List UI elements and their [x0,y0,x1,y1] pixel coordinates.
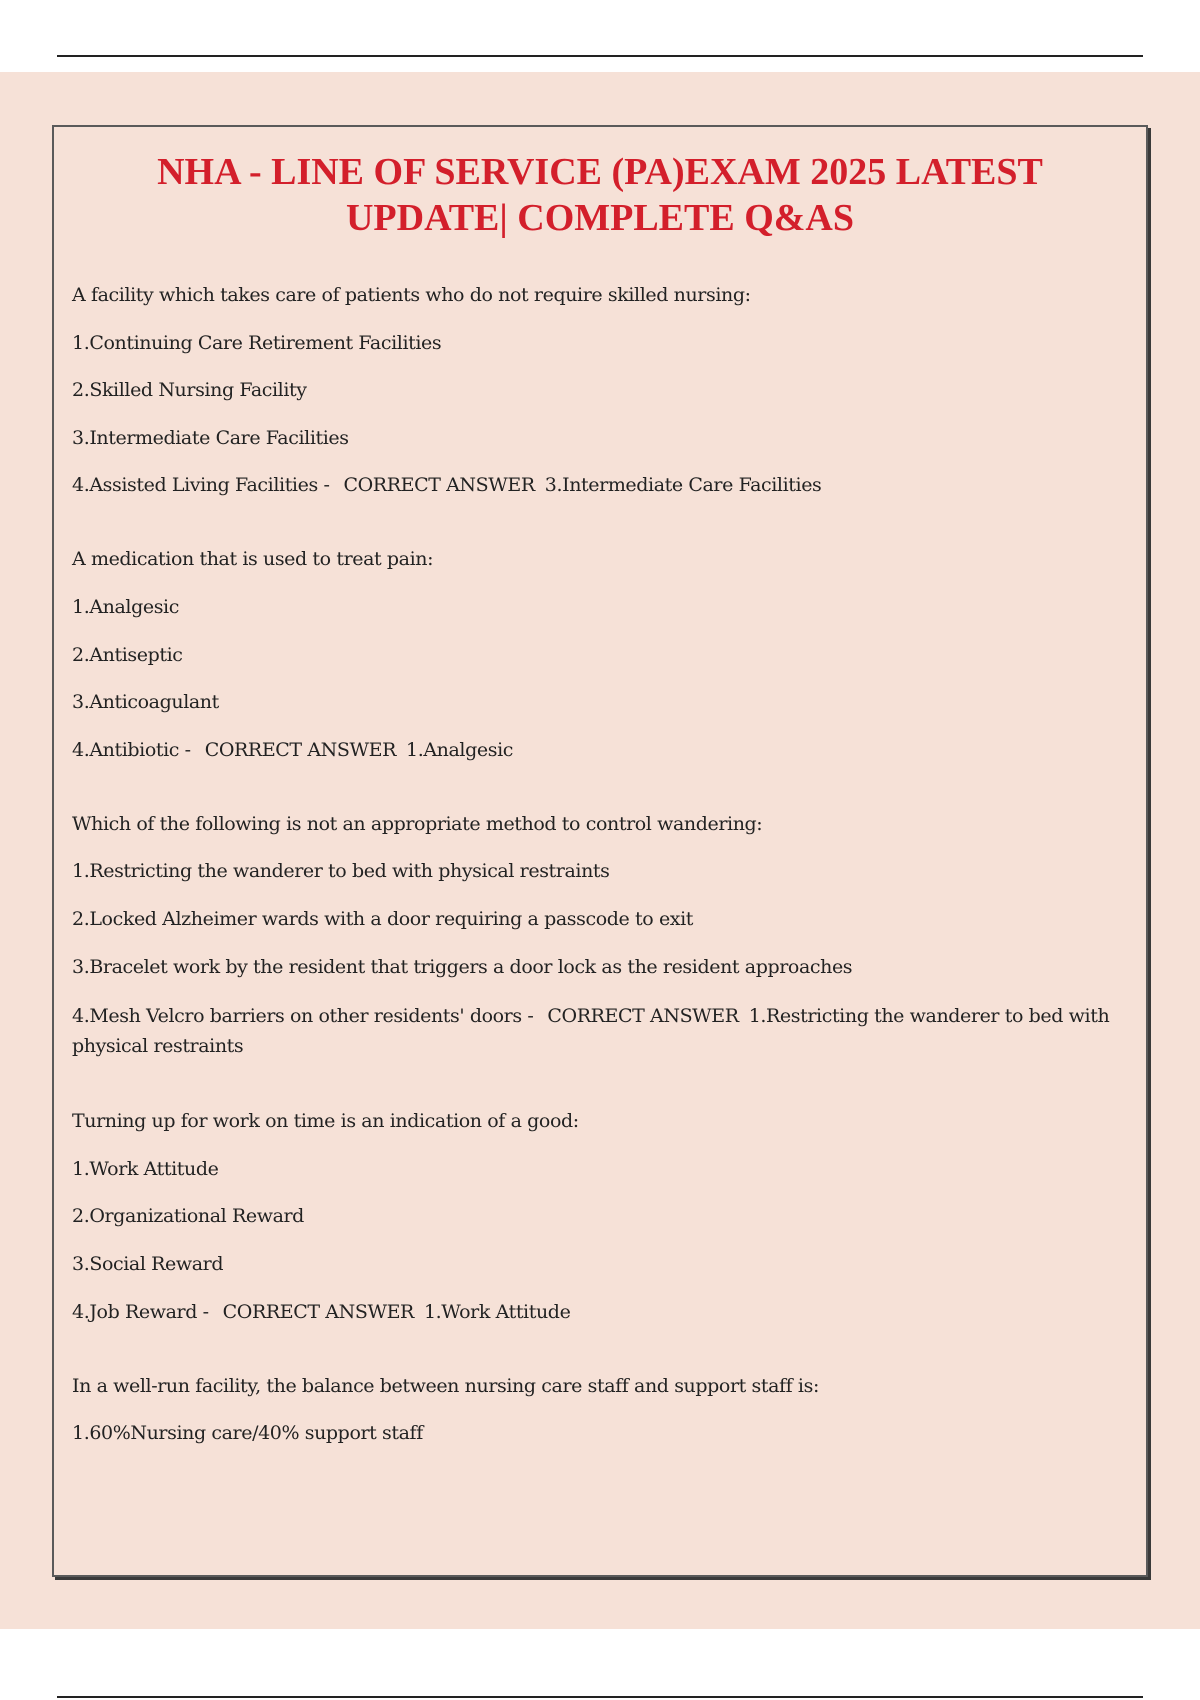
option-with-answer [72,1001,1134,1061]
answer-label: CORRECT ANSWER [204,738,397,761]
answer-value: 1.Analgesic [406,738,513,761]
answer-label: CORRECT ANSWER [222,1300,414,1323]
title-line: NHA - LINE OF SERVICE (PA)EXAM 2025 LATEST [157,151,1043,193]
option: 4.Assisted Living Facilities - [72,474,330,497]
question-text: Which of the following is not an appropriate method to control wandering: [72,812,763,835]
option: 2.Organizational Reward [72,1205,304,1228]
answer-label: CORRECT ANSWER [343,474,535,497]
qa-item [72,1373,1134,1448]
option: 1.60%Nursing care/40% support staff [72,1422,423,1445]
qa-item [72,811,1134,1061]
answer-label: CORRECT ANSWER [547,1005,739,1028]
qa-item [72,1108,1134,1325]
option-with-answer [72,1299,1134,1326]
question-text: Turning up for work on time is an indication of a good: [72,1110,579,1133]
option: 3.Bracelet work by the resident that triggers a door lock as the resident approaches [72,955,853,978]
option: 1.Analgesic [72,595,179,618]
bottom-divider [57,1696,1143,1698]
option-with-answer [72,472,1134,499]
option: 3.Anticoagulant [72,691,219,714]
top-divider [57,55,1143,57]
qa-item [72,282,1134,499]
option: 3.Intermediate Care Facilities [72,426,349,449]
question-text: A facility which takes care of patients who do not require skilled nursing: [72,284,751,306]
option: 2.Skilled Nursing Facility [72,379,307,402]
answer-value: 1.Restricting the wanderer to bed with physical restraints [72,1005,1110,1058]
document-frame [52,125,1148,1577]
answer-value: 1.Work Attitude [423,1300,571,1323]
option: 4.Mesh Velcro barriers on other residents' doors - [72,1005,534,1028]
option: 3.Social Reward [72,1252,224,1275]
option: 1.Work Attitude [72,1157,219,1180]
question-text: In a well-run facility, the balance between nursing care staff and support staff is: [72,1374,819,1397]
option: 1.Restricting the wanderer to bed with physical restraints [72,860,610,883]
option: 2.Locked Alzheimer wards with a door requiring a passcode to exit [72,907,694,930]
document-title [54,149,1146,241]
question-text: A medication that is used to treat pain: [72,548,434,571]
option: 2.Antiseptic [72,643,183,666]
option: 1.Continuing Care Retirement Facilities [72,331,442,354]
title-line: UPDATE| COMPLETE Q&AS [345,197,855,239]
qa-item [72,546,1134,763]
answer-value: 3.Intermediate Care Facilities [544,474,822,497]
option: 4.Antibiotic - [72,738,191,761]
option: 4.Job Reward - [72,1300,209,1323]
qa-list [72,282,1134,1494]
option-with-answer [72,737,1134,764]
